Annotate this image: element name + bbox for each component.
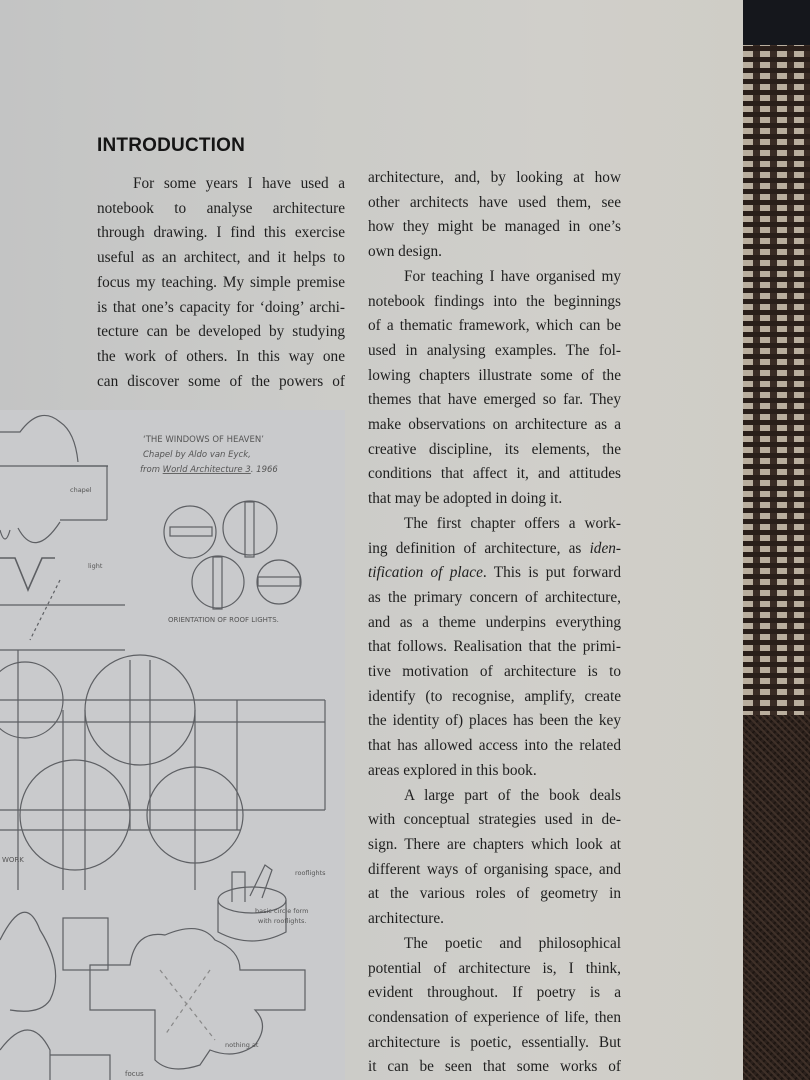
left-text-column [97, 172, 345, 394]
light-label: light [88, 562, 103, 570]
text-line: architecture, and, by looking at how [368, 169, 621, 186]
text-line: notebook to analyse architecture [97, 199, 345, 217]
text-line: of a thematic framework, which can be [368, 317, 621, 335]
caption-title: ‘THE WINDOWS OF HEAVEN’ [143, 435, 264, 445]
text-line: at the various roles of geometry in [368, 885, 621, 903]
text-line: own design. [368, 243, 442, 261]
text-line: tive motivation of architecture is to [368, 663, 621, 681]
text-line: can discover some of the powers of [97, 372, 345, 390]
text-line: lowing chapters illustrate some of the [368, 366, 621, 384]
text-line: potential of architecture is, I think, [368, 959, 621, 977]
text-line: identify (to recognise, amplify, create [368, 687, 621, 705]
italic-term: iden- [589, 539, 621, 557]
text-line: areas explored in this book. [368, 761, 537, 779]
caption-credit: Chapel by Aldo van Eyck, [143, 450, 251, 460]
text-line: make observations on architecture as a [368, 416, 621, 434]
text-line: For some years I have used a [133, 175, 345, 192]
text-line: and as a theme underpins everything [368, 613, 621, 631]
text-line-with-italic [368, 537, 621, 562]
basic-form-label-1: basic circle form [255, 907, 309, 915]
text-line: The poetic and philosophical [404, 934, 621, 952]
text-line: how they might be managed in one’s [368, 218, 621, 236]
text-line: tecture can be developed by studying [97, 323, 345, 341]
text-line: themes that have emerged so far. They [368, 391, 621, 409]
text-line: that may be adopted in doing it. [368, 490, 563, 508]
chapel-label: chapel [70, 486, 92, 494]
text-line: it can be seen that some works of [368, 1058, 621, 1076]
caption-source [140, 465, 278, 475]
nothing-at-label: nothing at [225, 1041, 259, 1049]
text-line: the identity of) places has been the key [368, 712, 621, 730]
text-line: as the primary concern of architecture, [368, 588, 621, 606]
focus-label: focus [125, 1070, 144, 1078]
text-line: sign. There are chapters which look at [368, 835, 621, 853]
caption-source-title: World Architecture 3 [162, 465, 251, 475]
text-line: used in analysing examples. The fol- [368, 341, 621, 359]
rooflights-label: rooflights [295, 869, 326, 877]
pencil-sketch-illustration [0, 410, 345, 1080]
background-dark-surface [743, 0, 810, 45]
section-heading: INTRODUCTION [97, 135, 246, 156]
text-line: A large part of the book deals [404, 786, 621, 804]
text-line: is that one’s capacity for ‘doing’ archi- [97, 298, 345, 316]
italic-term: tification of place [368, 564, 483, 582]
text-line: useful as an architect, and it helps to [97, 249, 345, 267]
text-line: evident throughout. If poetry is a [368, 984, 621, 1002]
basic-form-label-2: with rooflights. [258, 917, 307, 925]
work-label: WORK [2, 856, 24, 864]
text-line-with-italic [368, 561, 621, 586]
caption-source-year: . 1966 [250, 465, 278, 475]
text-line: different ways of organising space, and [368, 860, 621, 878]
text-line: focus my teaching. My simple premise [97, 273, 345, 291]
text-fragment: . This is put forward [482, 564, 621, 582]
text-line: condensation of experience of life, then [368, 1008, 621, 1026]
background-woven-mat-shadow [743, 715, 810, 1080]
right-text-column [368, 166, 621, 1080]
sketch-figure [0, 410, 345, 1080]
text-line: conditions that affect it, and attitudes [368, 465, 621, 483]
text-line: The first chapter offers a work- [404, 514, 621, 532]
text-line: that has allowed access into the related [368, 737, 621, 755]
text-line: that follows. Realisation that the primi- [368, 638, 621, 656]
caption-source-prefix: from [140, 465, 163, 475]
roof-lights-label: ORIENTATION OF ROOF LIGHTS. [168, 616, 279, 624]
text-line: the work of others. In this way one [97, 347, 345, 365]
text-line: through drawing. I find this exercise [97, 224, 345, 242]
text-line: creative discipline, its elements, the [368, 440, 621, 458]
text-line: architecture. [368, 910, 445, 928]
text-line: with conceptual strategies used in de- [368, 811, 621, 829]
text-line: notebook findings into the beginnings [368, 292, 621, 310]
text-line: For teaching I have organised my [404, 267, 621, 285]
text-line: architecture is poetic, essentially. But [368, 1033, 621, 1051]
text-line: other architects have used them, see [368, 193, 621, 211]
text-fragment: ing definition of architecture, as [368, 539, 590, 557]
